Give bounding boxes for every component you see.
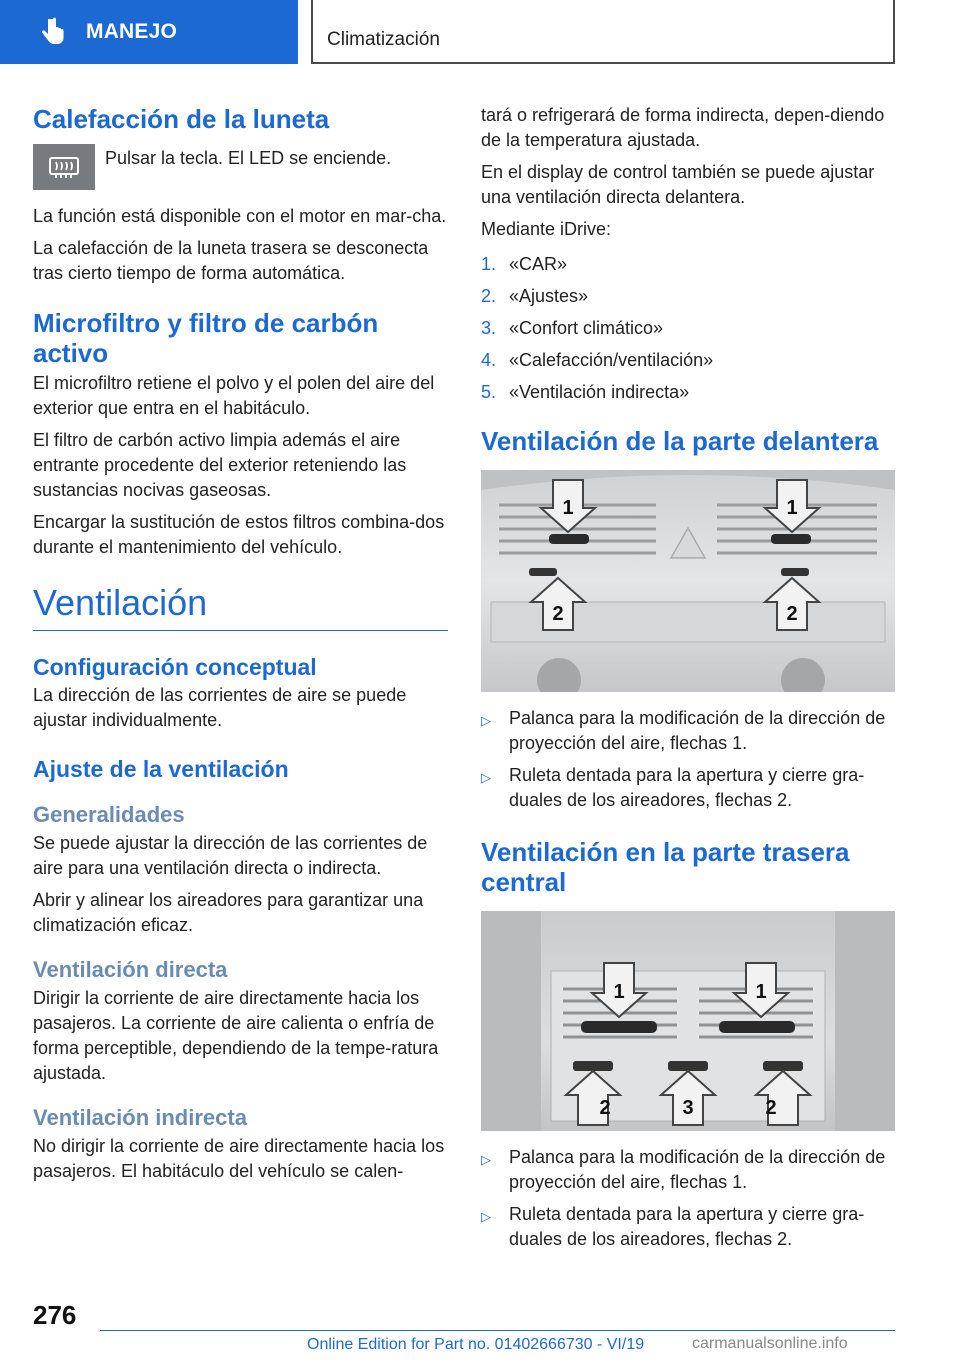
defrost-button-row [33,144,448,190]
rear-arrow-label-1a: 1 [613,981,625,1003]
list-item: ▷ Palanca para la modificación de la dirección de proyección del aire, flechas 1. [481,706,895,756]
page-number: 276 [33,1300,77,1330]
front-bullets [481,706,895,813]
rear-arrow-label-1b: 1 [755,981,767,1003]
left-column [33,100,448,1184]
paragraph-microfilter-2: El filtro de carbón activo limpia además el aire entrante procedente del exterior reteniendo las sustancias nocivas gaseosas. [33,430,407,500]
rear-arrow-label-2a: 2 [599,1097,611,1119]
paragraph-indirect: No dirigir la corriente de aire directamente hacia los pasajeros. El habitáculo del vehículo se calen- [33,1136,445,1181]
footer-divider [100,1330,895,1331]
chapter-title: Climatización [327,29,440,50]
paragraph-general-1: Se puede ajustar la dirección de las corrientes de aire para una ventilación directa o indirecta. [33,833,428,878]
front-arrow-label-2b: 2 [786,603,798,625]
list-item: ▷ Ruleta dentada para la apertura y cierre gra-duales de los aireadores, flechas 2. [481,1202,895,1252]
heading-concept: Configuración conceptual [33,654,317,680]
rear-arrow-label-3: 3 [682,1097,694,1119]
heading-indirect-ventilation: Ventilación indirecta [33,1105,247,1130]
right-column [481,100,895,1259]
rear-vents-image [481,911,895,1131]
rear-defrost-button[interactable] [33,144,95,190]
step-item: 5. «Ventilación indirecta» [481,382,690,402]
idrive-steps [481,252,895,412]
triangle-bullet-icon: ▷ [481,1209,491,1224]
paragraph-auto-off: La calefacción de la luneta trasera se desconecta tras cierto tiempo de forma automática. [33,238,429,283]
heading-rear-window-heating: Calefacción de la luneta [33,104,330,134]
step-item: 3. «Confort climático» [481,318,664,338]
heading-front-ventilation: Ventilación de la parte delantera [481,426,879,456]
heading-rear-ventilation: Ventilación en la parte trasera central [481,837,850,897]
front-arrow-label-2a: 2 [552,603,564,625]
list-item: ▷ Palanca para la modificación de la dirección de proyección del aire, flechas 1. [481,1145,895,1195]
front-arrow-label-1b: 1 [786,497,798,519]
step-item: 4. «Calefacción/ventilación» [481,350,714,370]
step-item: 1. «CAR» [481,254,568,274]
paragraph-press-button: Pulsar la tecla. El LED se enciende. [105,148,392,168]
paragraph-concept: La dirección de las corrientes de aire se puede ajustar individualmente. [33,685,407,730]
hand-pointer-icon [40,17,66,47]
triangle-bullet-icon: ▷ [481,713,491,728]
section-title: MANEJO [86,20,178,43]
paragraph-display: En el display de control también se puede ajustar una ventilación directa delantera. [481,162,875,207]
front-arrow-label-1a: 1 [562,497,574,519]
triangle-bullet-icon: ▷ [481,1152,491,1167]
rear-bullets [481,1145,895,1252]
paragraph-microfilter-3: Encargar la sustitución de estos filtros combina-dos durante el mantenimiento del vehículo. [33,512,445,557]
chapter-header [311,0,895,64]
heading-microfilter: Microfiltro y filtro de carbón activo [33,308,379,368]
paragraph-direct: Dirigir la corriente de aire directamente hacia los pasajeros. La corriente de aire calienta o enfría de forma perceptible, dependiendo de la tempe-ratura ajustada. [33,988,439,1083]
heading-ventilation: Ventilación [33,582,208,623]
heading-direct-ventilation: Ventilación directa [33,957,228,982]
footer-edition: Online Edition for Part no. 01402666730 - VI/19 [307,1336,645,1353]
paragraph-general-2: Abrir y alinear los aireadores para garantizar una climatización eficaz. [33,890,424,935]
rear-arrow-label-2b: 2 [765,1097,777,1119]
section-ventilation [33,582,448,631]
front-vents-image [481,470,895,692]
section-tab[interactable] [0,0,298,64]
paragraph-engine-running: La función está disponible con el motor en mar-cha. [33,206,447,226]
paragraph-microfilter-1: El microfiltro retiene el polvo y el polen del aire del exterior que entra en el habitáculo. [33,373,435,418]
paragraph-indirect-continued: tará o refrigerará de forma indirecta, depen-diendo de la temperatura ajustada. [481,105,885,150]
triangle-bullet-icon: ▷ [481,770,491,785]
heading-general: Generalidades [33,802,185,827]
footer-watermark: carmanualsonline.info [692,1335,848,1352]
list-item: ▷ Ruleta dentada para la apertura y cierre gra-duales de los aireadores, flechas 2. [481,763,895,813]
rear-defrost-icon [47,154,81,180]
paragraph-idrive: Mediante iDrive: [481,219,612,239]
step-item: 2. «Ajustes» [481,286,589,306]
heading-adjust-ventilation: Ajuste de la ventilación [33,756,289,782]
